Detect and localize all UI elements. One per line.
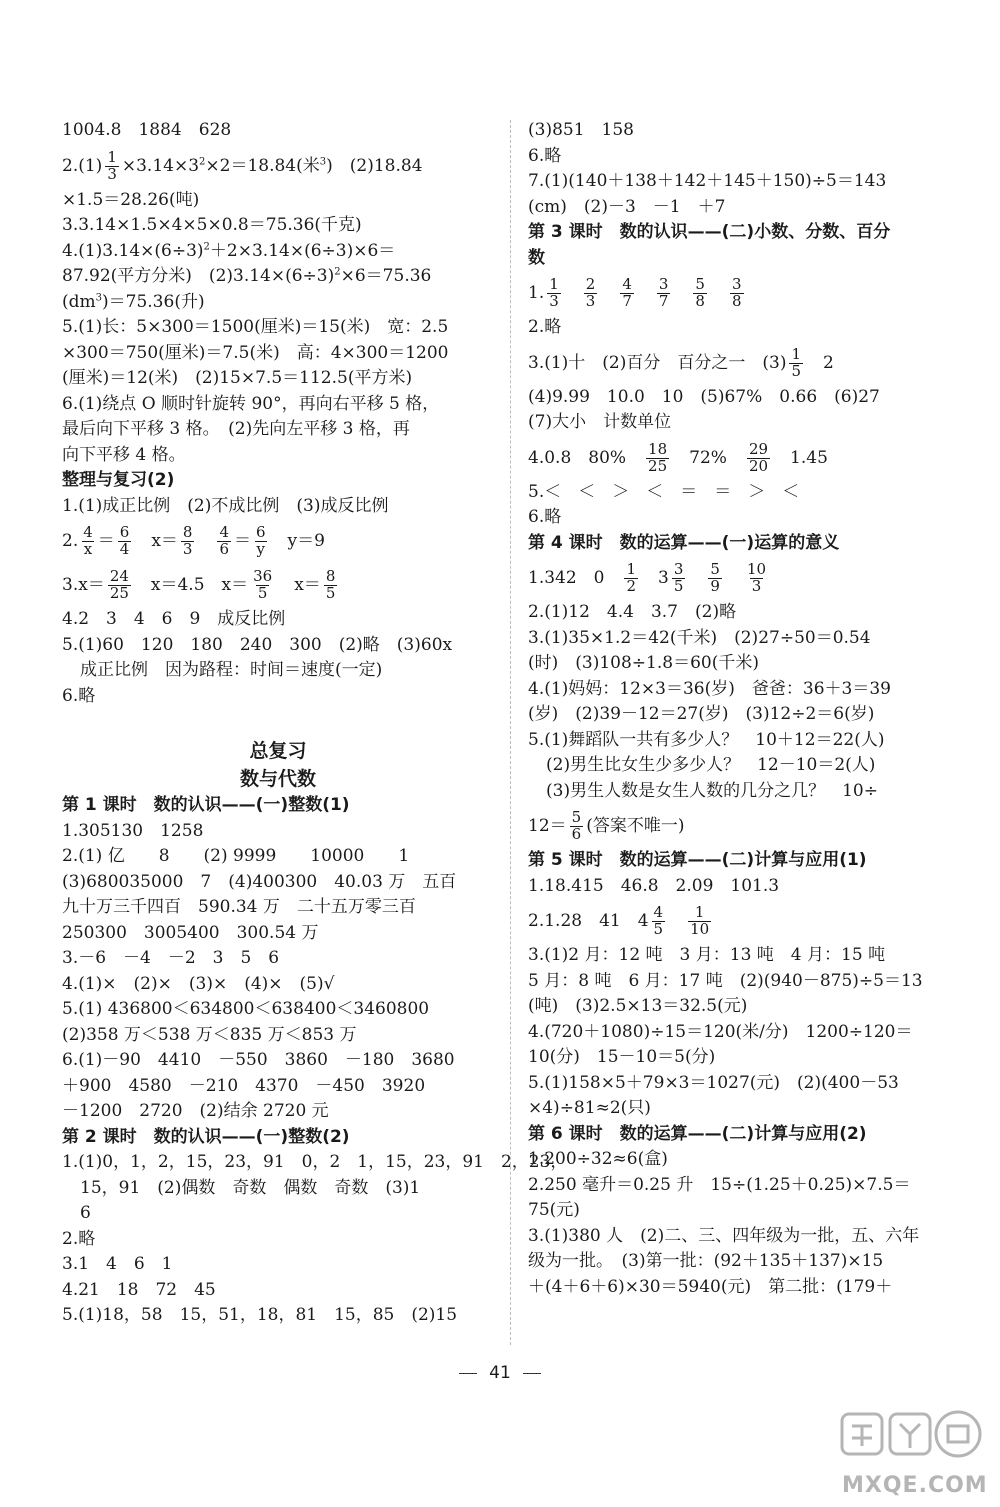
answer-line: 15，91 (2)偶数 奇数 偶数 奇数 (3)1 — [80, 1177, 421, 1198]
answer-line: (4)9.99 10.0 10 (5)67% 0.66 (6)27 — [528, 386, 880, 407]
fraction: $\frac{6}{y}$ — [256, 523, 266, 558]
answer-line: 1.342 0 $\frac{1}{2}$ 3 $\frac{3}{5}$ $\frac{5}{9}$ $\frac{10}{3}$ — [528, 560, 767, 595]
answer-line: (2)男生比女生少多少人？ 12－10＝2(人) — [546, 755, 876, 775]
answer-line: (厘米)＝12(米) (2)15×7.5＝112.5(平方米) — [62, 368, 413, 388]
answer-line: 12＝ $\frac{5}{6}$ (答案不唯一) — [528, 808, 685, 843]
fraction: $\frac{3}{8}$ — [731, 275, 742, 310]
fraction: $\frac{1}{2}$ — [626, 560, 637, 595]
answer-line: 九十万三千四百 590.34 万 二十五万零三百 — [62, 897, 416, 917]
answer-line: (3)680035000 7 (4)400300 40.03 万 五百 — [62, 871, 457, 892]
answer-line: ×4)÷81≈2(只) — [528, 1098, 651, 1118]
answer-line: 1004.8 1884 628 — [62, 120, 232, 140]
fraction: $\frac{10}{3}$ — [746, 560, 767, 595]
answer-line: 2.略 — [528, 317, 562, 337]
fraction: $\frac{3}{7}$ — [658, 275, 669, 310]
answer-line: 3.(1)380 人 (2)二、三、四年级为一批，五、六年 — [528, 1225, 920, 1246]
section-heading: 第 6 课时 数的运算——(二)计算与应用(2) — [528, 1123, 867, 1144]
answer-line: ×300＝750(厘米)＝7.5(米) 高：4×300＝1200 — [62, 342, 449, 363]
answer-line: 6.略 — [528, 507, 562, 527]
section-heading: 第 2 课时 数的认识——(一)整数(2) — [62, 1126, 350, 1147]
fraction: $\frac{24}{25}$ — [109, 567, 129, 602]
answer-line: (吨) (3)2.5×13＝32.5(元) — [528, 996, 748, 1016]
answer-line: 7.(1)(140＋138＋142＋145＋150)÷5＝143 — [528, 171, 887, 191]
answer-line: 向下平移 4 格。 — [62, 444, 186, 465]
answer-line: 5.(1)18，58 15，51，18，81 15，85 (2)15 — [62, 1305, 458, 1325]
answer-line: (7)大小 计数单位 — [528, 412, 672, 432]
answer-line: 1.200÷32≈6(盒) — [528, 1149, 668, 1169]
fraction: $\frac{3}{5}$ — [673, 560, 684, 595]
fraction: $\frac{8}{5}$ — [325, 567, 336, 602]
answer-line: 6.略 — [62, 685, 96, 706]
answer-line: 1.18.415 46.8 2.09 101.3 — [528, 875, 780, 896]
answer-line: 级为一批。 (3)第一批：(92＋135＋137)×15 — [528, 1251, 884, 1271]
answer-line: 2.略 — [62, 1228, 96, 1249]
answer-line: －1200 2720 (2)结余 2720 元 — [62, 1101, 329, 1121]
answer-line: 1. $\frac{1}{3}$ $\frac{2}{3}$ $\frac{4}{7}$ $\frac{3}{7}$ $\frac{5}{8}$ $\frac{3}{8}$ — [528, 275, 742, 310]
section-heading: 数 — [528, 247, 545, 268]
answer-line: (3)男生人数是女生人数的几分之几？ 10÷ — [546, 780, 878, 801]
answer-line: ×1.5＝28.26(吨) — [62, 189, 200, 210]
answer-line: 1.(1)0，1，2，15，23，91 0，2 1，15，23，91 2，23， — [62, 1152, 568, 1172]
right-column — [528, 118, 956, 1300]
section-heading: 第 1 课时 数的认识——(一)整数(1) — [62, 795, 350, 815]
answer-line: 5.(1)舞蹈队一共有多少人？ 10＋12＝22(人) — [528, 729, 885, 750]
answer-line: 87.92(平方分米) $(2)3.14\times(6\div 3)^2\times 6=75.36$ — [62, 266, 432, 286]
answer-line: 5.＜ ＜ ＞ ＜ ＝ ＝ ＞ ＜ — [528, 481, 800, 502]
answer-line: 4.(1)妈妈：12×3＝36(岁) 爸爸：36＋3＝39 — [528, 678, 891, 699]
fraction: $\frac{6}{4}$ — [119, 523, 130, 558]
answer-line: (cm) (2)－3 －1 ＋7 — [528, 196, 726, 217]
answer-line: 4.21 18 72 45 — [62, 1279, 216, 1300]
answer-line: 5 月：8 吨 6 月：17 吨 (2)(940－875)÷5＝13 — [528, 970, 923, 991]
answer-line: ＋(4＋6＋6)×30＝5940(元) 第二批：(179＋ — [528, 1276, 893, 1297]
answer-line: (3)851 158 — [528, 120, 634, 140]
answer-line: 3.(1)十 (2)百分 百分之一 (3) $\frac{1}{5}$ 2 — [528, 344, 834, 380]
chapter-subtitle: 数与代数 — [239, 768, 316, 790]
answer-line: 5.(1)158×5＋79×3＝1027(元) (2)(400－53 — [528, 1072, 899, 1093]
answer-line: 5.(1) 436800＜634800＜638400＜3460800 — [62, 999, 430, 1019]
section-heading: 第 4 课时 数的运算——(一)运算的意义 — [528, 532, 840, 553]
fraction: $\frac{4}{x}$ — [83, 523, 93, 558]
answer-line: 10(分) 15－10＝5(分) — [528, 1047, 716, 1067]
chapter-title: 总复习 — [249, 740, 307, 762]
answer-line: (2)358 万＜538 万＜835 万＜853 万 — [62, 1024, 357, 1045]
fraction: $\frac{4}{7}$ — [622, 275, 632, 310]
answer-line: (岁) (2)39－12＝27(岁) (3)12÷2＝6(岁) — [528, 704, 875, 724]
answer-line: 1.(1)成正比例 (2)不成比例 (3)成反比例 — [62, 495, 389, 516]
fraction: $\frac{1}{5}$ — [791, 344, 802, 380]
page-number: 41 — [0, 1363, 1000, 1383]
answer-line: 75(元) — [528, 1200, 580, 1220]
answer-line: 2.(1) 亿 8 (2) 9999 10000 1 — [62, 846, 410, 866]
fraction: $\frac{2}{3}$ — [585, 275, 596, 310]
section-heading: 整理与复习(2) — [62, 470, 175, 490]
column-divider — [510, 120, 511, 1345]
fraction: $\frac{5}{6}$ — [571, 808, 582, 843]
answer-line: 3.x＝ $\frac{24}{25}$ x＝4.5 x＝ $\frac{36}{5}$ x＝ $\frac{8}{5}$ — [62, 567, 336, 602]
answer-line: 6.(1)－90 4410 －550 3860 －180 3680 — [62, 1050, 455, 1070]
answer-line: 4.2 3 4 6 9 成反比例 — [62, 609, 286, 629]
fraction: $\frac{8}{3}$ — [182, 523, 193, 558]
answer-line: 3.1 4 6 1 — [62, 1254, 173, 1274]
answer-line: 2.1.28 41 4 $\frac{4}{5}$ $\frac{1}{10}$ — [528, 903, 710, 938]
watermark-logo — [838, 1408, 988, 1500]
answer-line: $4.(1)3.14\times(6\div 3)^2+2\times 3.14\times(6\div 3)\times 6=$ — [62, 240, 396, 261]
answer-line: 6.(1)绕点 O 顺时针旋转 90°，再向右平移 5 格， — [62, 393, 440, 414]
fraction: $\frac{5}{8}$ — [695, 275, 705, 310]
fraction: $\frac{1}{3}$ — [107, 147, 117, 183]
section-heading: 第 5 课时 数的运算——(二)计算与应用(1) — [528, 850, 867, 870]
answer-line: 5.(1)长：5×300＝1500(厘米)＝15(米) 宽：2.5 — [62, 317, 449, 337]
answer-line: 2.(1) $\frac{1}{3}$ $\times 3.14\times 3^2\times 2=18.84$(米$^3$) (2)18.84 — [62, 147, 423, 183]
fraction: $\frac{4}{5}$ — [653, 903, 664, 938]
fraction: $\frac{1}{10}$ — [690, 903, 710, 938]
answer-line: 2.(1)12 4.4 3.7 (2)略 — [528, 602, 737, 622]
fraction: $\frac{36}{5}$ — [253, 567, 273, 602]
answer-line: 250300 3005400 300.54 万 — [62, 922, 319, 943]
answer-line: 3.(1)2 月：12 吨 3 月：13 吨 4 月：15 吨 — [528, 945, 886, 965]
answer-line: 6.略 — [528, 145, 562, 166]
answer-line: $(dm^3)=75.36$(升) — [62, 291, 205, 312]
fraction: $\frac{5}{9}$ — [710, 560, 720, 595]
section-heading: 第 3 课时 数的认识——(二)小数、分数、百分 — [528, 222, 891, 242]
answer-line: ＋900 4580 －210 4370 －450 3920 — [62, 1075, 426, 1096]
answer-line: 2.250 毫升＝0.25 升 15÷(1.25＋0.25)×7.5＝ — [528, 1174, 911, 1195]
svg-text:MXQE.COM: MXQE.COM — [842, 1473, 988, 1498]
fraction: $\frac{1}{3}$ — [549, 275, 559, 310]
answer-line: 3.(1)35×1.2＝42(千米) (2)27÷50＝0.54 — [528, 627, 871, 648]
answer-line: 5.(1)60 120 180 240 300 (2)略 (3)60x — [62, 634, 453, 655]
answer-line: 2. $\frac{4}{x}$ ＝ $\frac{6}{4}$ x＝ $\frac{8}{3}$ $\frac{4}{6}$ ＝ $\frac{6}{y}$ y＝9 — [62, 523, 325, 558]
answer-line: 3.－6 －4 －2 3 5 6 — [62, 948, 280, 968]
answer-line: 4.0.8 80% $\frac{18}{25}$ 72% $\frac{29}{20}$ 1.45 — [528, 439, 828, 475]
answer-line: 4.(720＋1080)÷15＝120(米/分) 1200÷120＝ — [528, 1021, 913, 1042]
answer-line: 1.305130 1258 — [62, 820, 204, 841]
fraction: $\frac{18}{25}$ — [648, 439, 668, 475]
fraction: $\frac{4}{6}$ — [219, 523, 230, 558]
answer-line: 6 — [80, 1203, 91, 1223]
answer-line: 3.3.14×1.5×4×5×0.8＝75.36(千克) — [62, 215, 362, 235]
fraction: $\frac{29}{20}$ — [748, 439, 769, 475]
answer-line: (时) (3)108÷1.8＝60(千米) — [528, 653, 759, 673]
answer-line: 4.(1)× (2)× (3)× (4)× (5)√ — [62, 973, 335, 994]
answer-line: 最后向下平移 3 格。 (2)先向左平移 3 格，再 — [62, 419, 410, 439]
answer-line: 成正比例 因为路程：时间＝速度(一定) — [80, 660, 383, 680]
